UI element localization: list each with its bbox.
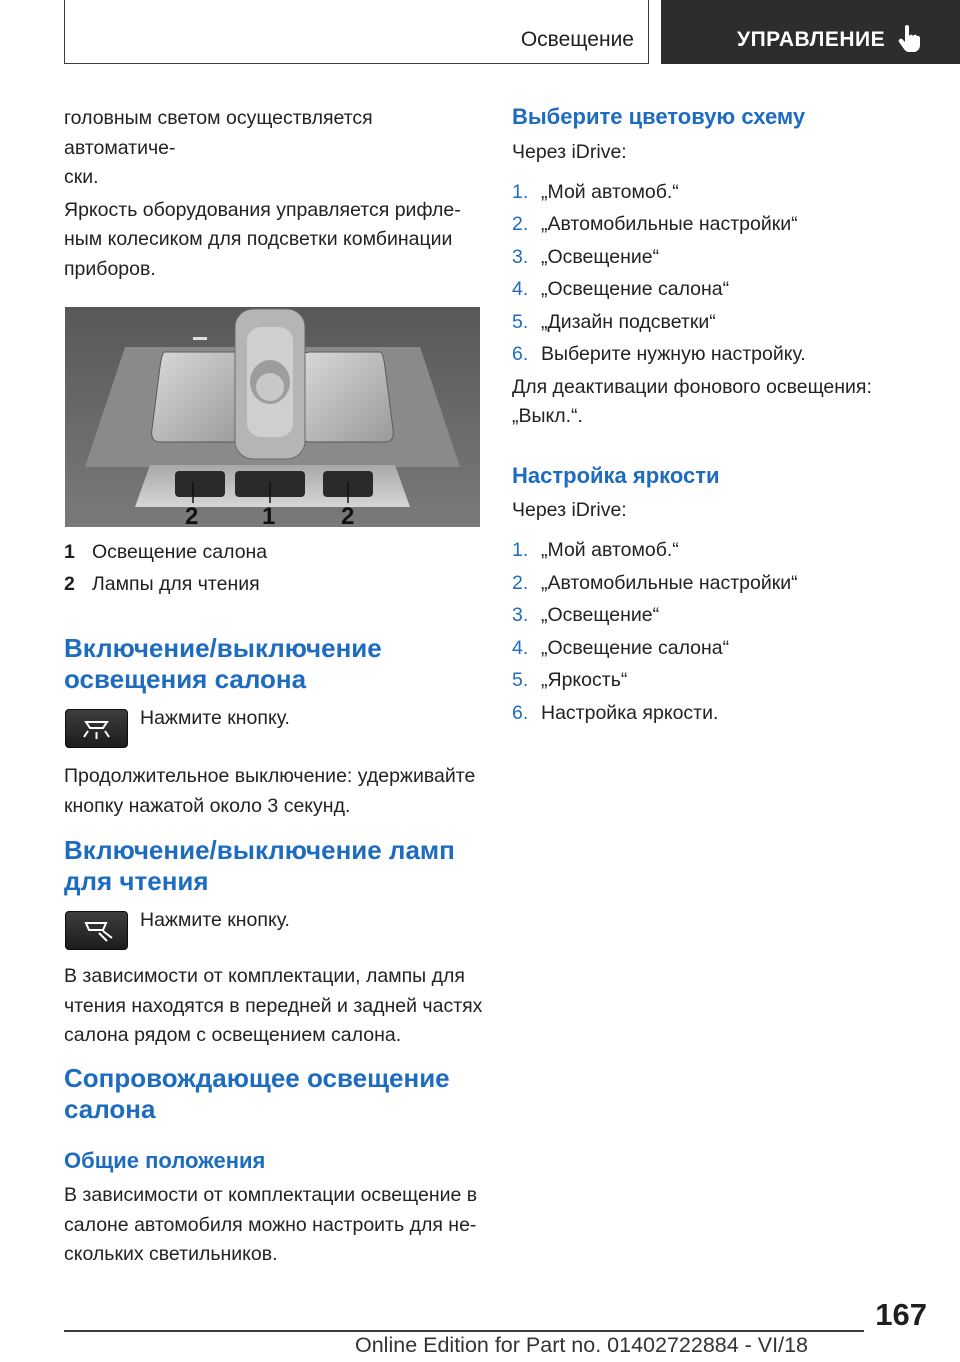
list-item: 3. „Освещение“	[512, 604, 660, 626]
list-item: 2. „Автомобильные настройки“	[512, 571, 798, 594]
overhead-console-illustration	[65, 307, 480, 527]
interior-light-icon	[65, 709, 128, 748]
list-item: 1. „Мой автомоб.“	[512, 180, 679, 203]
legend-item	[64, 537, 484, 567]
left-column	[64, 104, 484, 341]
header-section-tab	[64, 0, 649, 64]
list-item: 4. „Освещение салона“	[512, 636, 730, 659]
list-item: 6. Настройка яркости.	[512, 701, 719, 724]
brightness-heading: Настройка яркости	[512, 462, 720, 488]
header-section-title: Освещение	[520, 28, 634, 51]
list-item: 4. „Освещение салона“	[512, 278, 730, 300]
ambient-light-body: В зависимости от комплектации освещение в салоне автомобиля можно настроить для не- скольких светильников.	[64, 1184, 478, 1265]
pointing-hand-icon	[897, 24, 923, 54]
callout-1: 1	[262, 503, 276, 527]
color-scheme-via: Через iDrive:	[512, 141, 627, 163]
reading-light-press-text: Нажмите кнопку.	[140, 909, 290, 931]
list-item: 3. „Освещение“	[512, 245, 660, 268]
color-scheme-steps	[512, 176, 912, 371]
overhead-console-photo	[65, 307, 480, 527]
interior-light-heading: Включение/выключение освещения салона	[64, 633, 382, 694]
reading-light-heading: Включение/выключение ламп для чтения	[64, 835, 455, 896]
right-column	[512, 103, 912, 729]
brightness-via: Через iDrive:	[512, 498, 627, 521]
interior-light-press-text: Нажмите кнопку.	[140, 707, 290, 729]
footer-divider	[64, 1330, 864, 1332]
list-item: 5. „Яркость“	[512, 669, 628, 691]
ambient-light-heading: Сопровождающее освещение салона	[64, 1063, 450, 1124]
legend-number: 1	[64, 541, 75, 563]
header-chapter-title: УПРАВЛЕНИЕ	[737, 28, 886, 51]
deactivate-text: Для деактивации фонового освещения: „Выкл.“.	[512, 375, 872, 427]
interior-light-body: Продолжительное выключение: удерживайте кнопку нажатой около 3 секунд.	[64, 765, 476, 817]
callout-2-right: 2	[341, 503, 355, 527]
footer-edition: Online Edition for Part no. 01402722884 - VI/18	[355, 1333, 809, 1357]
general-subheading: Общие положения	[64, 1148, 266, 1173]
page-number: 167	[875, 1297, 927, 1332]
list-item: 5. „Дизайн подсветки“	[512, 310, 716, 333]
legend-text: Освещение салона	[92, 541, 268, 563]
intro-paragraph-1: головным светом осуществляется автоматиче- ски.	[64, 107, 373, 188]
intro-paragraph-2: Яркость оборудования управляется рифле- ным колесиком для подсветки комбинации приборов.	[64, 198, 461, 280]
brightness-steps	[512, 534, 912, 729]
photo-legend	[64, 537, 484, 599]
color-scheme-heading: Выберите цветовую схему	[512, 104, 806, 129]
list-item: 1. „Мой автомоб.“	[512, 539, 679, 561]
reading-light-body: В зависимости от комплектации, лампы для чтения находятся в передней и задней частях салона рядом с освещением салона.	[64, 965, 483, 1046]
list-item: 2. „Автомобильные настройки“	[512, 213, 798, 235]
header-chapter-tab	[661, 0, 960, 64]
legend-number: 2	[64, 573, 75, 595]
callout-2-left: 2	[185, 503, 199, 527]
legend-text: Лампы для чтения	[92, 573, 260, 595]
list-item: 6. Выберите нужную настройку.	[512, 343, 806, 365]
legend-item	[64, 569, 484, 599]
reading-light-icon	[65, 911, 128, 950]
